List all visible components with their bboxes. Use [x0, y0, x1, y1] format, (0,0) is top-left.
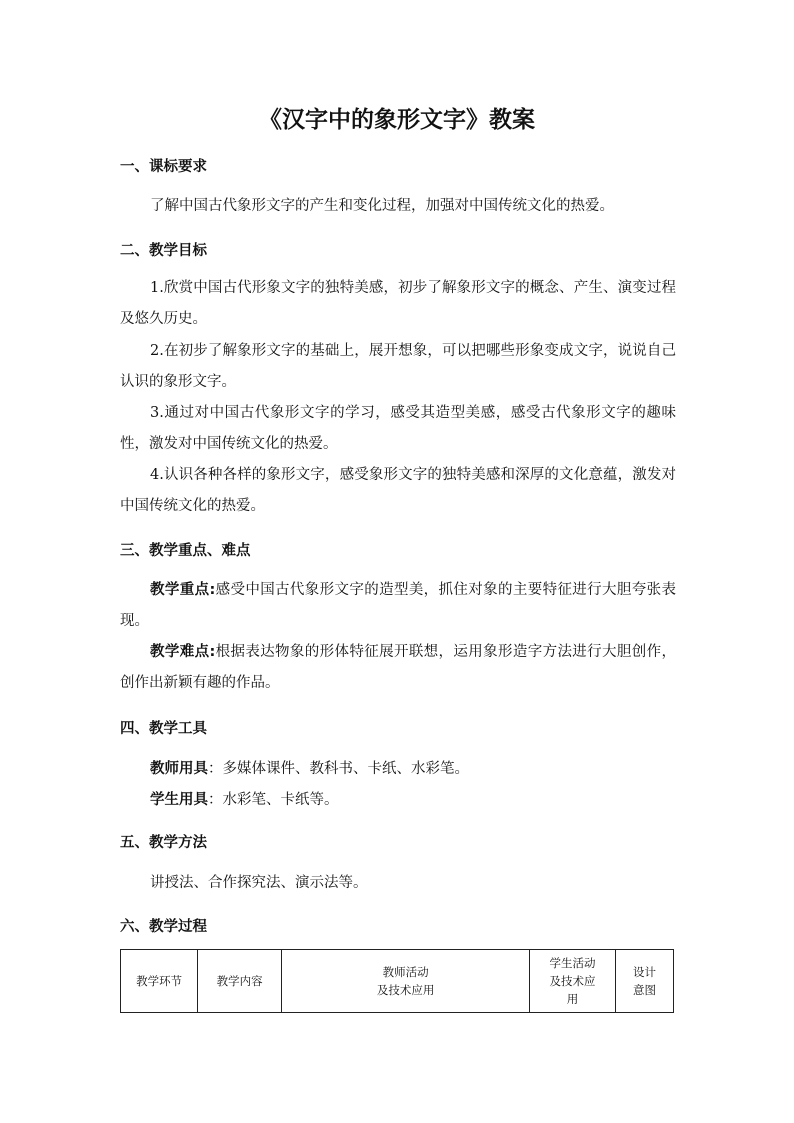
teaching-process-table	[120, 949, 674, 1013]
difficulty-label: 教学难点:	[150, 644, 216, 660]
section-heading-methods: 五、教学方法	[120, 835, 207, 851]
difficulty-text: 根据表达物象的形体特征展开联想，运用象形造字方法进行大胆创作，创作出新颖有趣的作品。	[120, 644, 676, 691]
section-heading-process: 六、教学过程	[120, 919, 207, 935]
table-header-row	[121, 950, 674, 1013]
key-point-text: 感受中国古代象形文字的造型美，抓住对象的主要特征进行大胆夸张表现。	[120, 582, 676, 629]
paragraph-objective-4: 4.认识各种各样的象形文字，感受象形文字的独特美感和深厚的文化意蕴，激发对中国传统文化的热爱。	[120, 467, 676, 514]
section-heading-key-points: 三、教学重点、难点	[120, 543, 251, 559]
student-activity-line-2: 及技术应	[549, 974, 596, 988]
section-heading-tools: 四、教学工具	[120, 721, 207, 737]
paragraph-teacher-tools	[120, 759, 676, 779]
teacher-activity-line-1: 教师活动	[382, 965, 429, 979]
paragraph-standards: 了解中国古代象形文字的产生和变化过程，加强对中国传统文化的热爱。	[150, 198, 614, 214]
student-tools-label: 学生用具	[150, 792, 208, 808]
paragraph-student-tools	[120, 790, 676, 810]
section-heading-standards: 一、课标要求	[120, 159, 207, 175]
design-intent-line-2: 意图	[632, 983, 656, 997]
teacher-tools-label: 教师用具	[150, 761, 208, 777]
paragraph-objective-3: 3.通过对中国古代象形文字的学习，感受其造型美感，感受古代象形文字的趣味性，激发对中国传统文化的热爱。	[120, 405, 676, 452]
key-point-label: 教学重点:	[150, 582, 216, 598]
paragraph-objective-2: 2.在初步了解象形文字的基础上，展开想象，可以把哪些形象变成文字，说说自己认识的象形文字。	[120, 343, 676, 390]
teacher-tools-text: ：多媒体课件、教科书、卡纸、水彩笔。	[208, 761, 469, 777]
paragraph-key-point	[120, 575, 676, 637]
table-header-content: 教学内容	[198, 950, 282, 1013]
student-activity-line-1: 学生活动	[549, 956, 596, 970]
paragraph-objective-1: 1.欣赏中国古代形象文字的独特美感，初步了解象形文字的概念、产生、演变过程及悠久历史。	[120, 280, 676, 327]
paragraph-difficulty	[120, 637, 676, 699]
paragraph-methods: 讲授法、合作探究法、演示法等。	[150, 875, 368, 891]
document-title: 《汉字中的象形文字》教案	[259, 107, 535, 133]
table-header-design-intent	[615, 950, 673, 1013]
design-intent-line-1: 设计	[632, 965, 656, 979]
student-tools-text: ：水彩笔、卡纸等。	[208, 792, 339, 808]
table-header-stage: 教学环节	[121, 950, 198, 1013]
student-activity-line-3: 用	[566, 992, 579, 1006]
table-header-teacher-activity	[282, 950, 530, 1013]
table-header-student-activity	[530, 950, 616, 1013]
section-heading-objectives: 二、教学目标	[120, 243, 207, 259]
teacher-activity-line-2: 及技术应用	[376, 983, 435, 997]
